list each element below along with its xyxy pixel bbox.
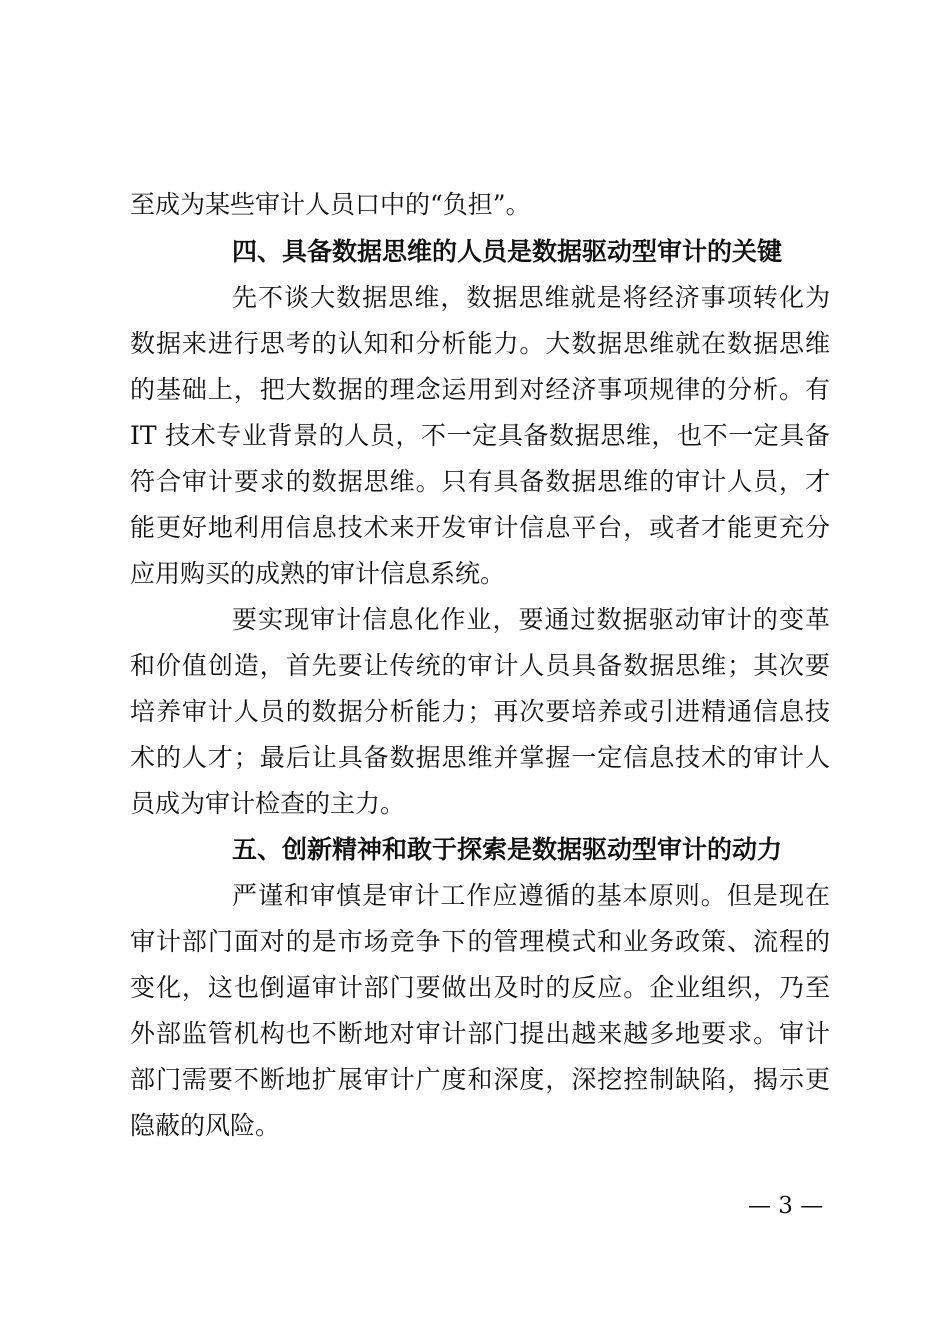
body-line: 隐蔽的风险。 [130,1111,281,1140]
body-line: 术的人才；最后让具备数据思维并掌握一定信息技术的审计人 [130,743,830,772]
body-line: 审计部门面对的是市场竞争下的管理模式和业务政策、流程的 [130,927,830,956]
body-line: IT 技术专业背景的人员，不一定具备数据思维，也不一定具备 [130,421,830,450]
section-heading-5: 五、创新精神和敢于探索是数据驱动型审计的动力 [232,835,783,864]
body-line: 员成为审计检查的主力。 [130,789,406,818]
body-line: 和价值创造，首先要让传统的审计人员具备数据思维；其次要 [130,651,830,680]
body-line: 至成为某些审计人员口中的“负担”。 [130,190,531,219]
body-line: 培养审计人员的数据分析能力；再次要培养或引进精通信息技 [130,697,830,726]
body-line: 严谨和审慎是审计工作应遵循的基本原则。但是现在 [232,881,830,910]
body-line: 变化，这也倒逼审计部门要做出及时的反应。企业组织，乃至 [130,973,830,1002]
body-line: 部门需要不断地扩展审计广度和深度，深挖控制缺陷，揭示更 [130,1065,830,1094]
body-line: 的基础上，把大数据的理念运用到对经济事项规律的分析。有 [130,375,830,404]
body-line: 外部监管机构也不断地对审计部门提出越来越多地要求。审计 [130,1019,830,1048]
body-line: 能更好地利用信息技术来开发审计信息平台，或者才能更充分 [130,513,830,542]
body-line: 数据来进行思考的认知和分析能力。大数据思维就在数据思维 [130,329,830,358]
section-heading-4: 四、具备数据思维的人员是数据驱动型审计的关键 [232,237,783,266]
body-line: 要实现审计信息化作业，要通过数据驱动审计的变革 [232,605,830,634]
body-line: 符合审计要求的数据思维。只有具备数据思维的审计人员，才 [130,467,830,496]
body-line: 先不谈大数据思维，数据思维就是将经济事项转化为 [232,283,830,312]
body-line: 应用购买的成熟的审计信息系统。 [130,559,506,588]
page-number: — 3 — [748,1193,824,1219]
